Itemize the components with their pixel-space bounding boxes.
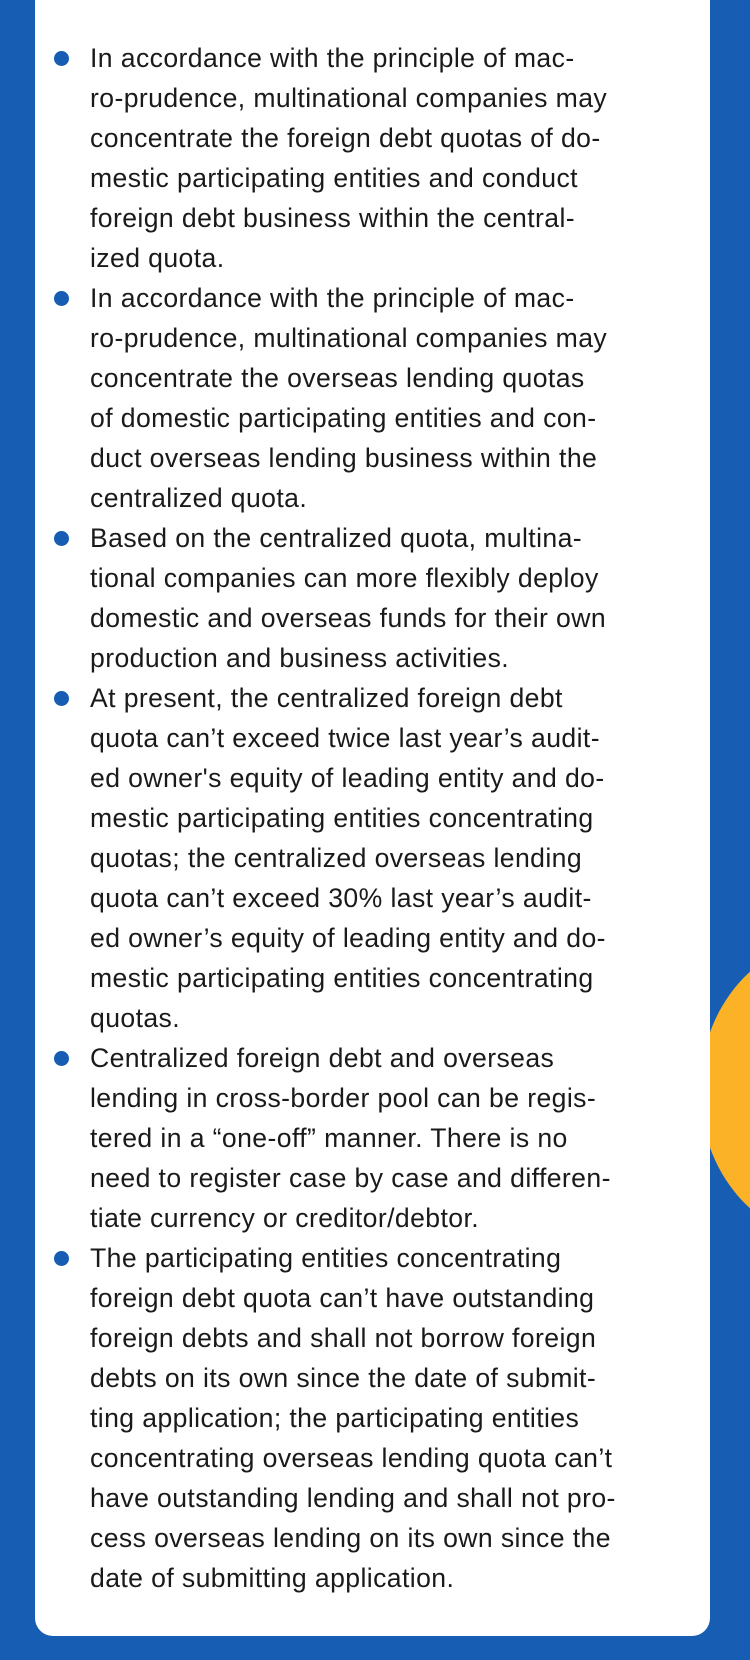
list-item xyxy=(35,678,710,1038)
list-item xyxy=(35,1038,710,1238)
bullet-text: In accordance with the principle of mac- ro-prudence, multinational companies may concentrate the foreign debt quotas of do- mestic participating entities and conduct foreign debt business within the central- ized quota. xyxy=(90,43,608,273)
list-item xyxy=(35,518,710,678)
bullet-text: At present, the centralized foreign debt quota can’t exceed twice last year’s audit- ed owner's equity of leading entity and do- mestic participating entities concentrating quotas; the centralized overseas lending quota can’t exceed 30% last year’s audit- ed owner’s equity of leading entity and do- mestic participating entities concentrating quotas. xyxy=(90,683,606,1033)
list-item xyxy=(35,1238,710,1598)
bullet-text: The participating entities concentrating foreign debt quota can’t have outstanding foreign debts and shall not borrow foreign debts on its own since the date of submit- ting application; the participating entities concentrating overseas lending quota can’t have outstanding lending and shall not pro- cess overseas lending on its own since the date of submitting application. xyxy=(90,1243,616,1593)
bullet-dot-icon xyxy=(54,1051,69,1066)
bullet-dot-icon xyxy=(54,1251,69,1266)
bullet-dot-icon xyxy=(54,691,69,706)
bullet-list xyxy=(35,38,710,1598)
bullet-dot-icon xyxy=(54,531,69,546)
bullet-text: Centralized foreign debt and overseas lending in cross-border pool can be regis- tered in a “one-off” manner. There is no need to register case by case and differen- tiate currency or creditor/debtor. xyxy=(90,1043,611,1233)
bullet-dot-icon xyxy=(54,51,69,66)
list-item xyxy=(35,38,710,278)
list-item xyxy=(35,278,710,518)
bullet-text: In accordance with the principle of mac- ro-prudence, multinational companies may concentrate the overseas lending quotas of domestic participating entities and con- duct overseas lending business within the centralized quota. xyxy=(90,283,608,513)
bullet-dot-icon xyxy=(54,291,69,306)
bullet-text: Based on the centralized quota, multina- tional companies can more flexibly deploy domestic and overseas funds for their own production and business activities. xyxy=(90,523,607,673)
content-card xyxy=(35,0,710,1636)
